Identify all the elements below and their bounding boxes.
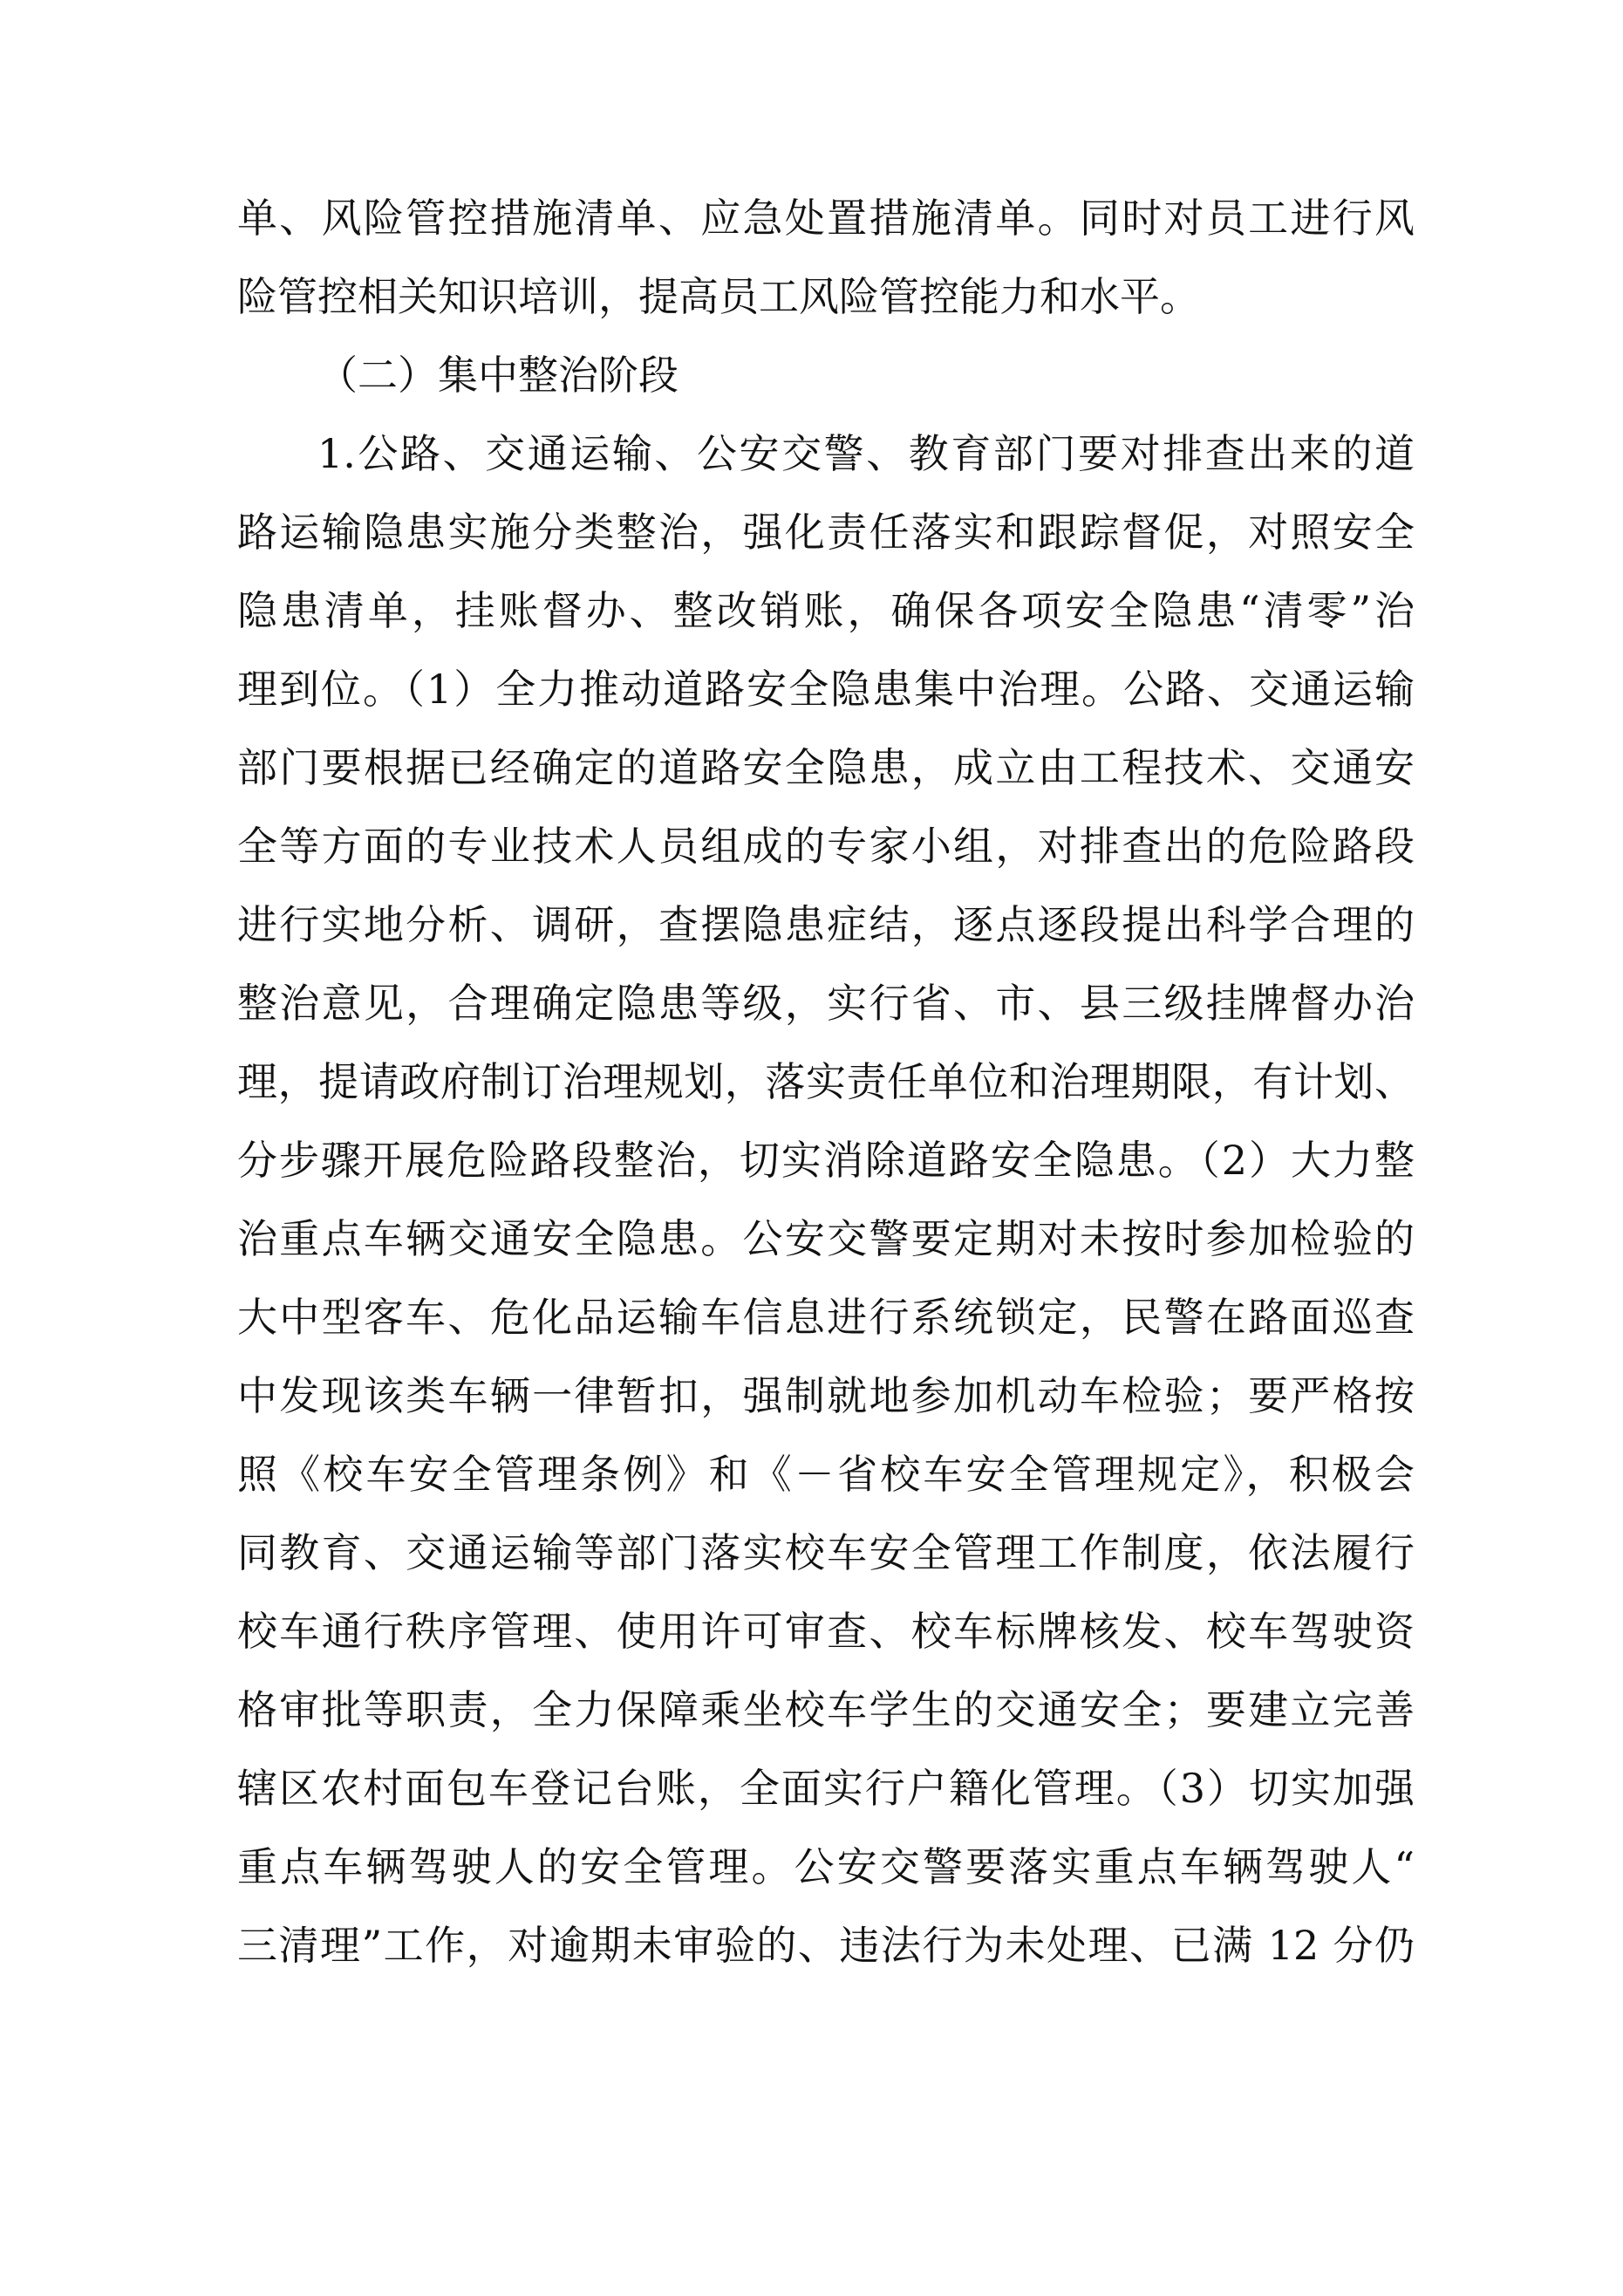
text-line: 全等方面的专业技术人员组成的专家小组，对排查出的危险路段 bbox=[237, 823, 1415, 870]
text-line: 分步骤开展危险路段整治，切实消除道路安全隐患。（2）大力整 bbox=[237, 1137, 1415, 1184]
text-line: 三清理”工作，对逾期未审验的、违法行为未处理、已满 12 分仍 bbox=[237, 1922, 1415, 1969]
text-line: 理到位。（1）全力推动道路安全隐患集中治理。公路、交通运输 bbox=[237, 666, 1415, 713]
text-line: 单、风险管控措施清单、应急处置措施清单。同时对员工进行风 bbox=[237, 195, 1415, 242]
text-line: 中发现该类车辆一律暂扣，强制就地参加机动车检验；要严格按 bbox=[237, 1372, 1415, 1419]
section-heading: （二）集中整治阶段 bbox=[317, 352, 679, 399]
text-line: 整治意见，合理确定隐患等级，实行省、市、县三级挂牌督办治 bbox=[237, 980, 1415, 1027]
text-line: 大中型客车、危化品运输车信息进行系统锁定，民警在路面巡查 bbox=[237, 1294, 1415, 1341]
text-line: 进行实地分析、调研，查摆隐患症结，逐点逐段提出科学合理的 bbox=[237, 901, 1415, 948]
document-body bbox=[237, 179, 1415, 1985]
text-line: 同教育、交通运输等部门落实校车安全管理工作制度，依法履行 bbox=[237, 1529, 1415, 1576]
text-line: 部门要根据已经确定的道路安全隐患，成立由工程技术、交通安 bbox=[237, 744, 1415, 791]
text-line: 校车通行秩序管理、使用许可审查、校车标牌核发、校车驾驶资 bbox=[237, 1608, 1415, 1655]
text-line: 隐患清单，挂账督办、整改销账，确保各项安全隐患“清零”治 bbox=[237, 587, 1415, 634]
text-line: 路运输隐患实施分类整治，强化责任落实和跟踪督促，对照安全 bbox=[237, 509, 1415, 556]
text-line: 理，提请政府制订治理规划，落实责任单位和治理期限，有计划、 bbox=[237, 1058, 1415, 1105]
text-line: 照《校车安全管理条例》和《－省校车安全管理规定》，积极会 bbox=[237, 1451, 1415, 1498]
text-line: 格审批等职责，全力保障乘坐校车学生的交通安全；要建立完善 bbox=[237, 1686, 1415, 1733]
text-line: 治重点车辆交通安全隐患。公安交警要定期对未按时参加检验的 bbox=[237, 1215, 1415, 1262]
text-line: 险管控相关知识培训，提高员工风险管控能力和水平。 bbox=[237, 273, 1200, 320]
text-line: 重点车辆驾驶人的安全管理。公安交警要落实重点车辆驾驶人“ bbox=[237, 1843, 1415, 1890]
text-line: 1.公路、交通运输、公安交警、教育部门要对排查出来的道 bbox=[317, 430, 1415, 477]
text-line: 辖区农村面包车登记台账，全面实行户籍化管理。（3）切实加强 bbox=[237, 1765, 1415, 1812]
